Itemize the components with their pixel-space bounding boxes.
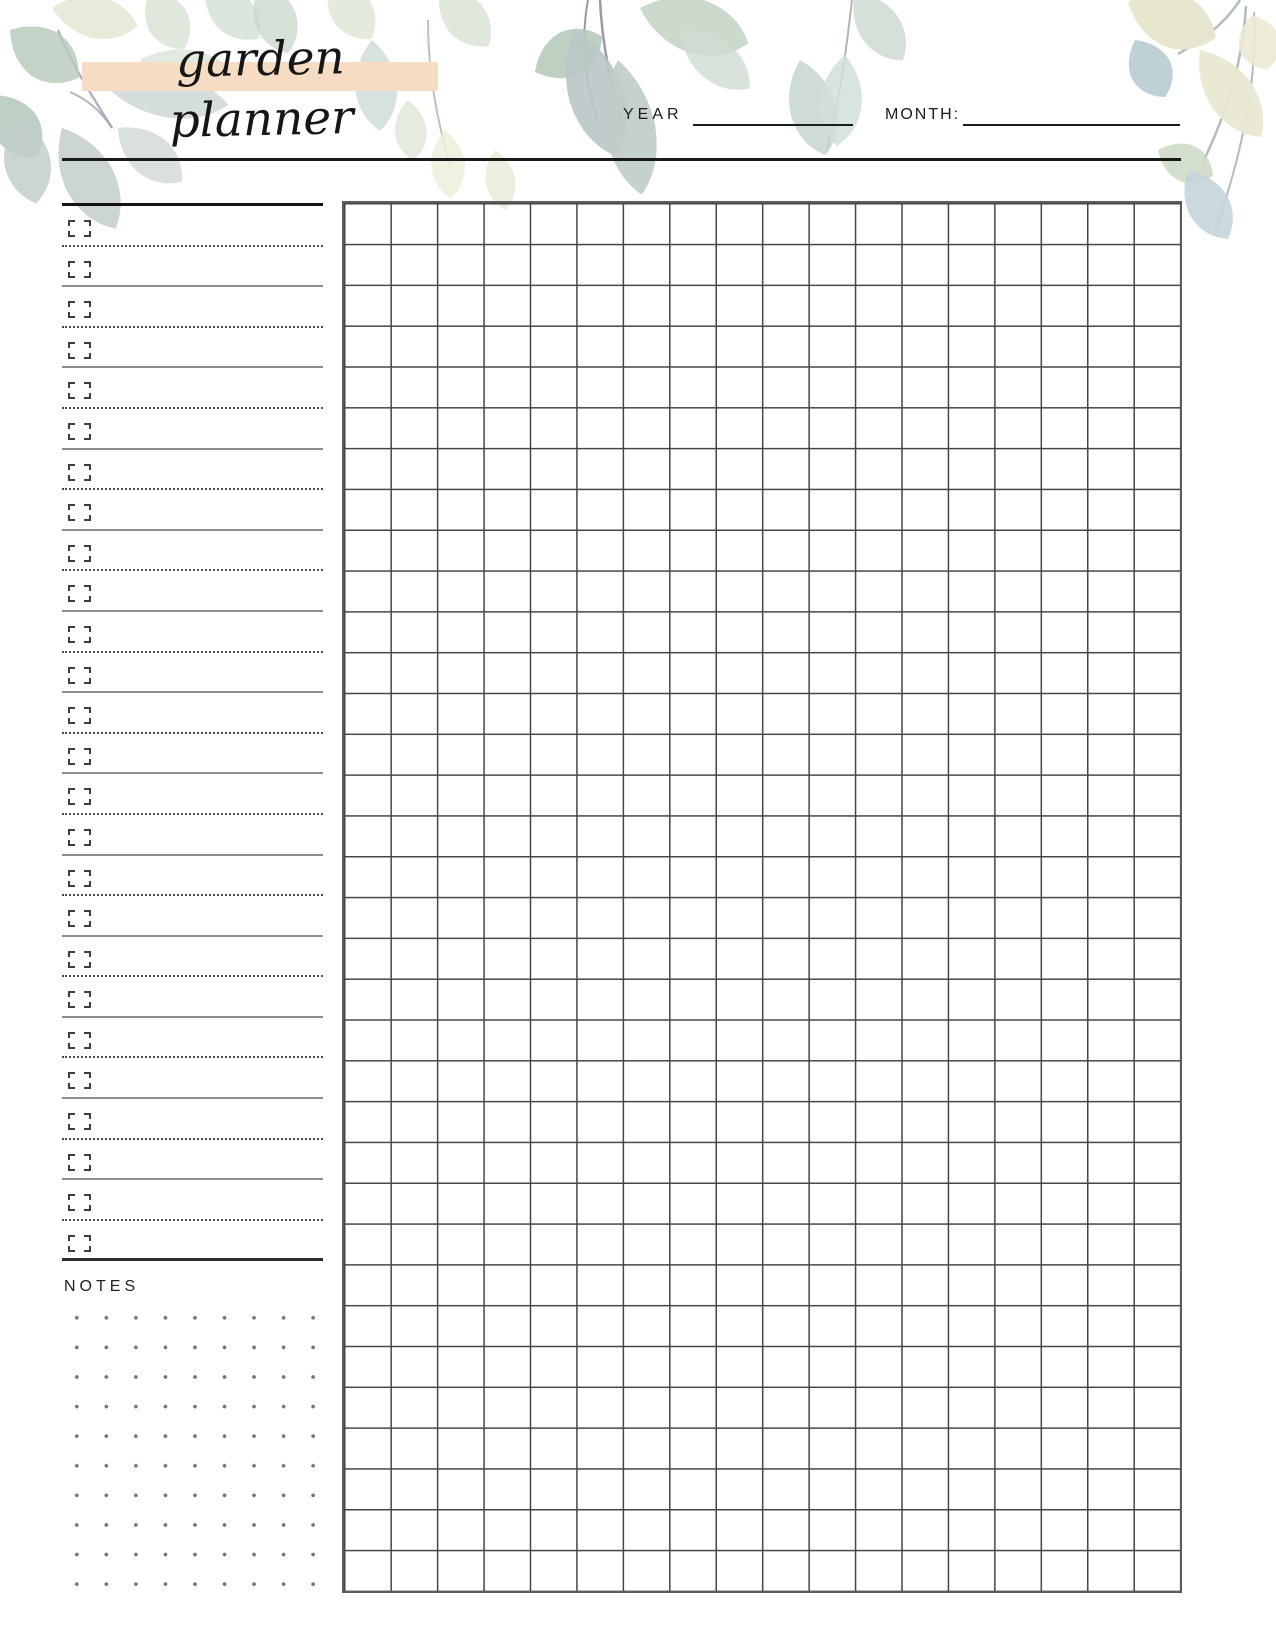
plant-checklist (62, 203, 323, 1261)
plant-checkbox[interactable] (68, 545, 91, 562)
plant-checkbox[interactable] (68, 707, 91, 724)
plant-checkbox[interactable] (68, 788, 91, 805)
plant-checkbox[interactable] (68, 301, 91, 318)
checklist-row[interactable] (62, 1099, 323, 1140)
plant-checkbox[interactable] (68, 870, 91, 887)
plant-checkbox[interactable] (68, 423, 91, 440)
checklist-row[interactable] (62, 896, 323, 937)
checklist-row[interactable] (62, 815, 323, 856)
plant-checkbox[interactable] (68, 504, 91, 521)
checklist-row[interactable] (62, 1221, 323, 1262)
checklist-row[interactable] (62, 693, 323, 734)
plant-checkbox[interactable] (68, 910, 91, 927)
plant-checkbox[interactable] (68, 261, 91, 278)
month-field (885, 106, 960, 124)
planting-grid[interactable] (342, 201, 1182, 1593)
checklist-row[interactable] (62, 450, 323, 491)
checklist-row[interactable] (62, 287, 323, 328)
checklist-row[interactable] (62, 328, 323, 369)
year-field (623, 106, 683, 124)
page-title: garden planner (169, 30, 355, 149)
year-label: YEAR (623, 106, 683, 123)
checklist-row[interactable] (62, 368, 323, 409)
checklist-row[interactable] (62, 937, 323, 978)
plant-checkbox[interactable] (68, 626, 91, 643)
month-label: MONTH: (885, 106, 961, 123)
checklist-row[interactable] (62, 1058, 323, 1099)
checklist-row[interactable] (62, 734, 323, 775)
plant-checkbox[interactable] (68, 1235, 91, 1252)
plant-checkbox[interactable] (68, 585, 91, 602)
plant-checkbox[interactable] (68, 1154, 91, 1171)
plant-checkbox[interactable] (68, 1194, 91, 1211)
leaf-cluster-top-center (481, 0, 764, 212)
year-input-line[interactable] (693, 124, 853, 126)
checklist-row[interactable] (62, 1018, 323, 1059)
leaf-cluster-center-right (778, 0, 920, 161)
plant-checkbox[interactable] (68, 667, 91, 684)
plant-checkbox[interactable] (68, 342, 91, 359)
plant-checkbox[interactable] (68, 464, 91, 481)
checklist-row[interactable] (62, 653, 323, 694)
checklist-row[interactable] (62, 856, 323, 897)
checklist-row[interactable] (62, 612, 323, 653)
checklist-row[interactable] (62, 1180, 323, 1221)
checklist-row[interactable] (62, 531, 323, 572)
notes-dot-grid[interactable] (62, 1303, 328, 1599)
plant-checkbox[interactable] (68, 829, 91, 846)
checklist-row[interactable] (62, 774, 323, 815)
header-divider (62, 158, 1181, 161)
plant-checkbox[interactable] (68, 382, 91, 399)
notes-label: NOTES (64, 1278, 140, 1295)
plant-checkbox[interactable] (68, 1072, 91, 1089)
checklist-row[interactable] (62, 490, 323, 531)
plant-checkbox[interactable] (68, 748, 91, 765)
plant-checkbox[interactable] (68, 991, 91, 1008)
checklist-row[interactable] (62, 977, 323, 1018)
month-input-line[interactable] (963, 124, 1180, 126)
checklist-row[interactable] (62, 571, 323, 612)
plant-checkbox[interactable] (68, 1113, 91, 1130)
checklist-row[interactable] (62, 1140, 323, 1181)
checklist-row[interactable] (62, 206, 323, 247)
checklist-row[interactable] (62, 409, 323, 450)
plant-checkbox[interactable] (68, 1032, 91, 1049)
checklist-row[interactable] (62, 247, 323, 288)
plant-checkbox[interactable] (68, 220, 91, 237)
plant-checkbox[interactable] (68, 951, 91, 968)
